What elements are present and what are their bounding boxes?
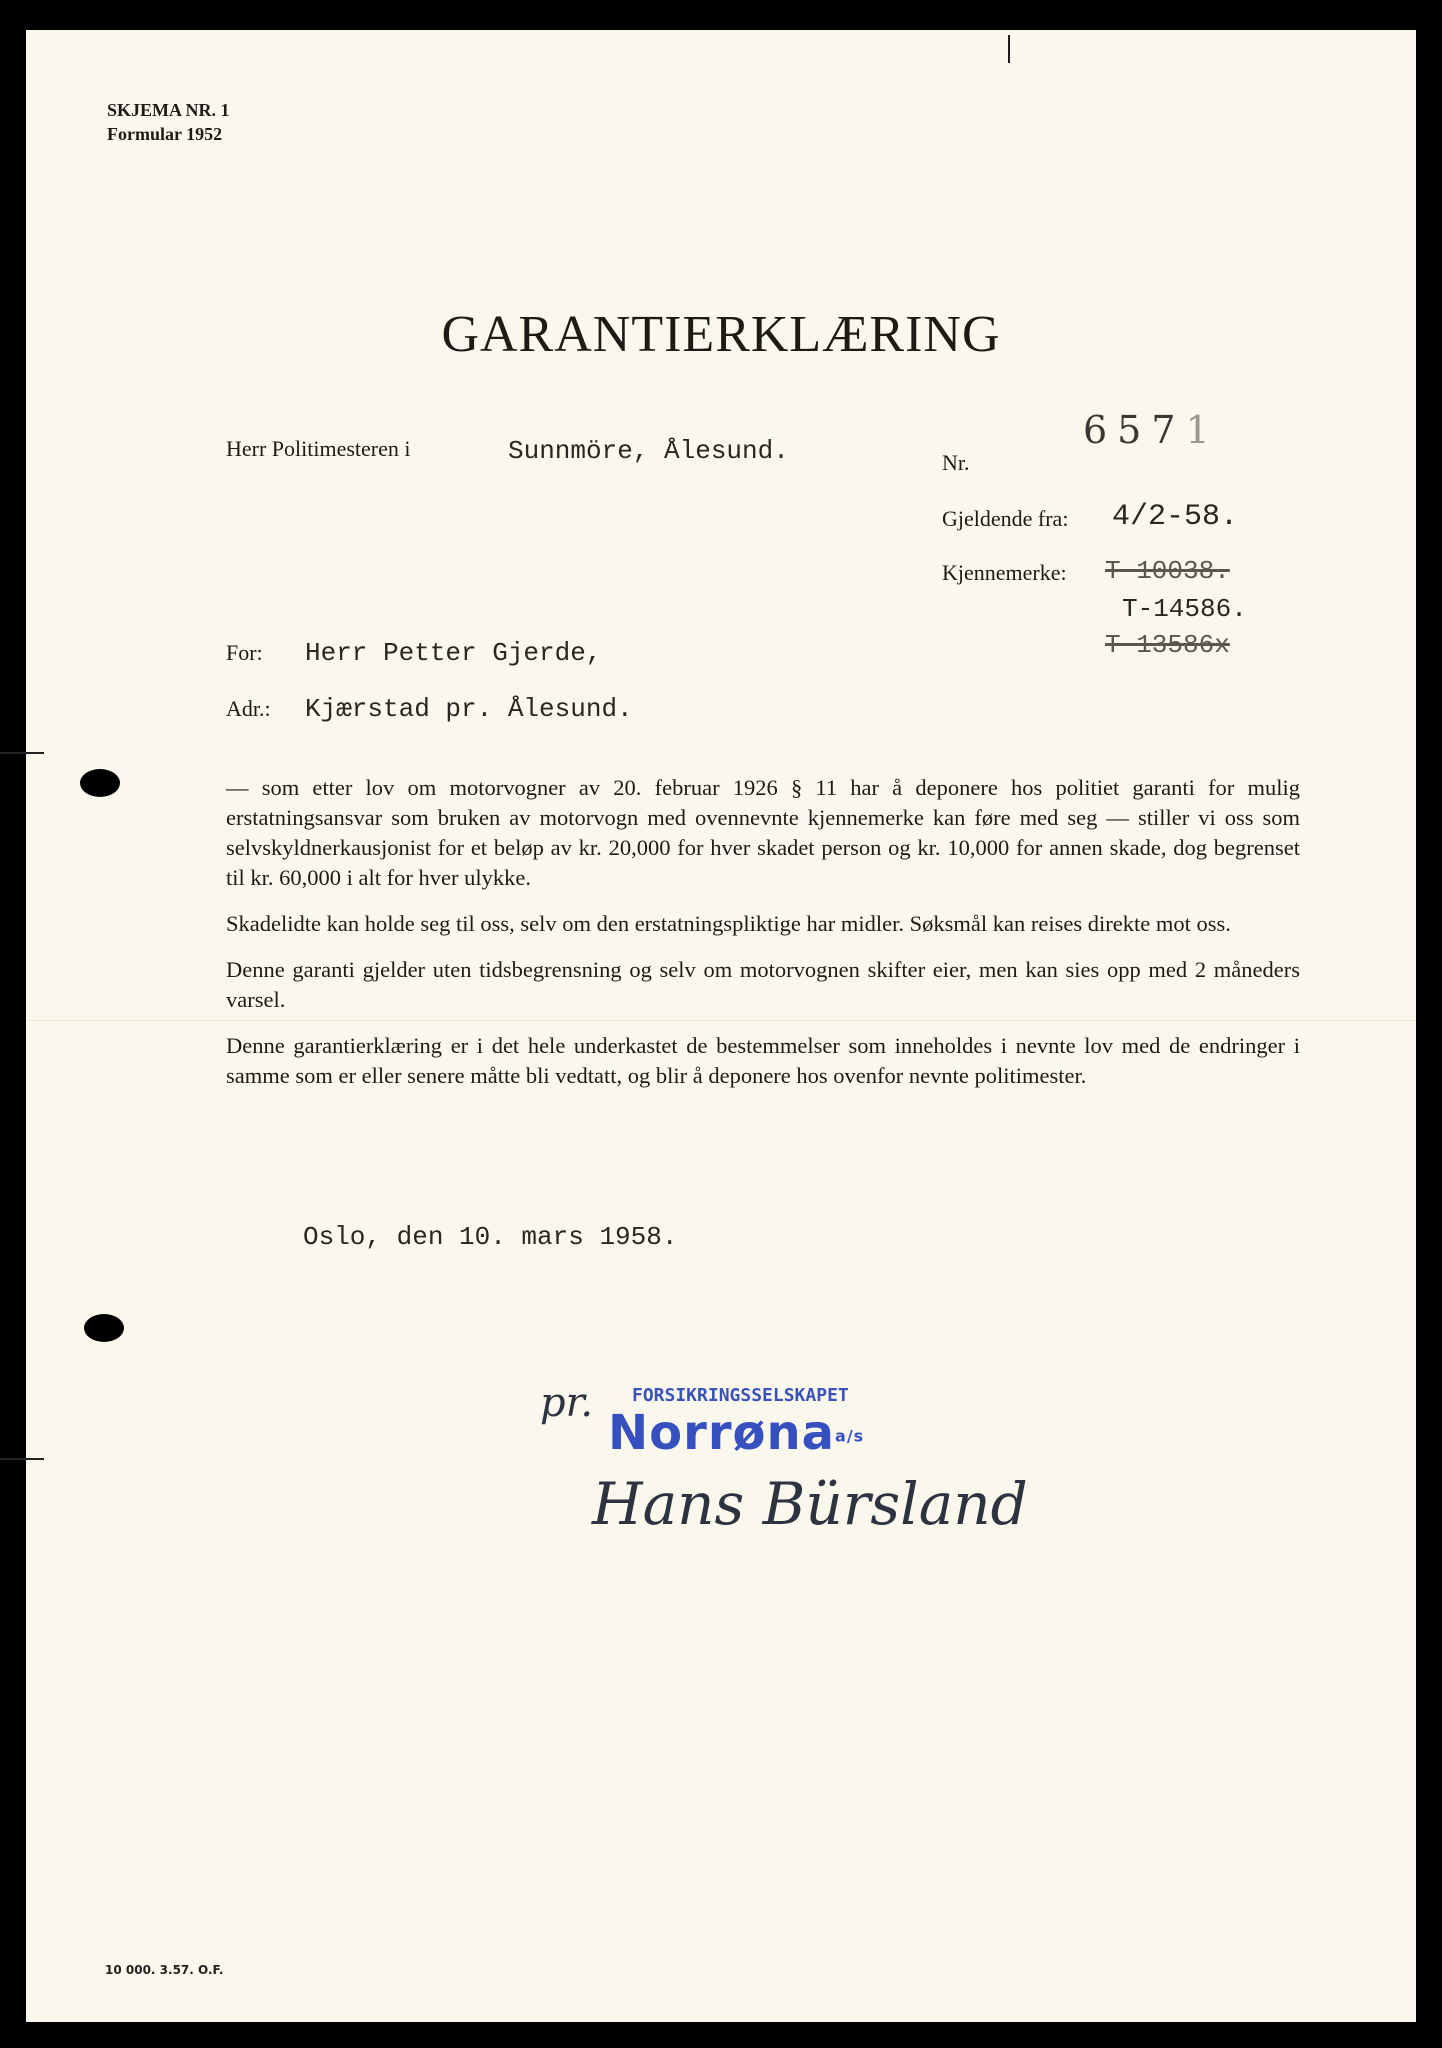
number-value: 657	[1083, 408, 1186, 452]
address-label: Adr.:	[226, 696, 271, 721]
for-value: Herr Petter Gjerde,	[305, 638, 602, 668]
valid-from-label: Gjeldende fra:	[942, 506, 1069, 531]
body-paragraph: — som etter lov om motorvogner av 20. februar 1926 § 11 har å deponere hos politiet garanti for mulig erstatningsansvar som bruken av motorvogn med ovennevnte kjennemerke kan føre med seg — stiller vi oss som selvskyldnerkausjonist for et beløp av kr. 20,000 for hver skadet person og kr. 10,000 for annen skade, dog begrenset til kr. 60,000 i alt for hver ulykke.	[226, 775, 1300, 890]
punch-hole-lower	[84, 1314, 124, 1342]
form-identifier	[107, 98, 230, 146]
signature: Hans Bürsland	[592, 1470, 1028, 1538]
company-stamp-name	[608, 1405, 864, 1461]
recipient-label: Herr Politimesteren i	[226, 436, 411, 461]
recipient-value: Sunnmöre, Ålesund.	[508, 436, 789, 466]
for-label: For:	[226, 640, 263, 665]
formular-year: Formular 1952	[107, 124, 223, 144]
body-text	[226, 773, 1300, 1107]
place-date: Oslo, den 10. mars 1958.	[303, 1222, 678, 1252]
company-stamp-line: FORSIKRINGSSELSKAPET	[632, 1385, 849, 1406]
number-value-faint: 1	[1185, 408, 1220, 452]
registration-current: T-14586.	[1122, 594, 1247, 624]
company-name: Norrøna	[608, 1405, 836, 1461]
schema-number: SKJEMA NR. 1	[107, 100, 230, 120]
body-paragraph: Skadelidte kan holde seg til oss, selv om den erstatningspliktige har midler. Søksmål kan reises direkte mot oss.	[226, 911, 1231, 936]
valid-from-value: 4/2-58.	[1112, 500, 1239, 534]
body-paragraph: Denne garantierklæring er i det hele underkastet de bestemmelser som inneholdes i nevnte lov med de endringer i samme som er eller senere måtte bli vedtatt, og blir å deponere hos ovenfor nevnte politimester.	[226, 1033, 1300, 1088]
number-label: Nr.	[942, 450, 970, 475]
registration-struck-1: T-10038.	[1105, 556, 1230, 586]
margin-tick-lower	[0, 1458, 44, 1460]
margin-tick-upper	[0, 752, 44, 754]
print-code: 10 000. 3.57. O.F.	[105, 1963, 224, 1977]
registration-struck-2: T-13586x	[1105, 630, 1230, 660]
address-value: Kjærstad pr. Ålesund.	[305, 694, 633, 724]
registration-label: Kjennemerke:	[942, 560, 1067, 585]
signature-prefix: pr.	[540, 1380, 594, 1426]
body-paragraph: Denne garanti gjelder uten tidsbegrensning og selv om motorvognen skifter eier, men kan sies opp med 2 måneders varsel.	[226, 957, 1300, 1012]
document-title: GARANTIERKLÆRING	[441, 306, 1001, 363]
punch-hole-upper	[80, 769, 120, 797]
number-stamp	[1083, 408, 1220, 452]
top-margin-mark	[1008, 35, 1010, 63]
company-suffix: a/s	[835, 1426, 865, 1446]
